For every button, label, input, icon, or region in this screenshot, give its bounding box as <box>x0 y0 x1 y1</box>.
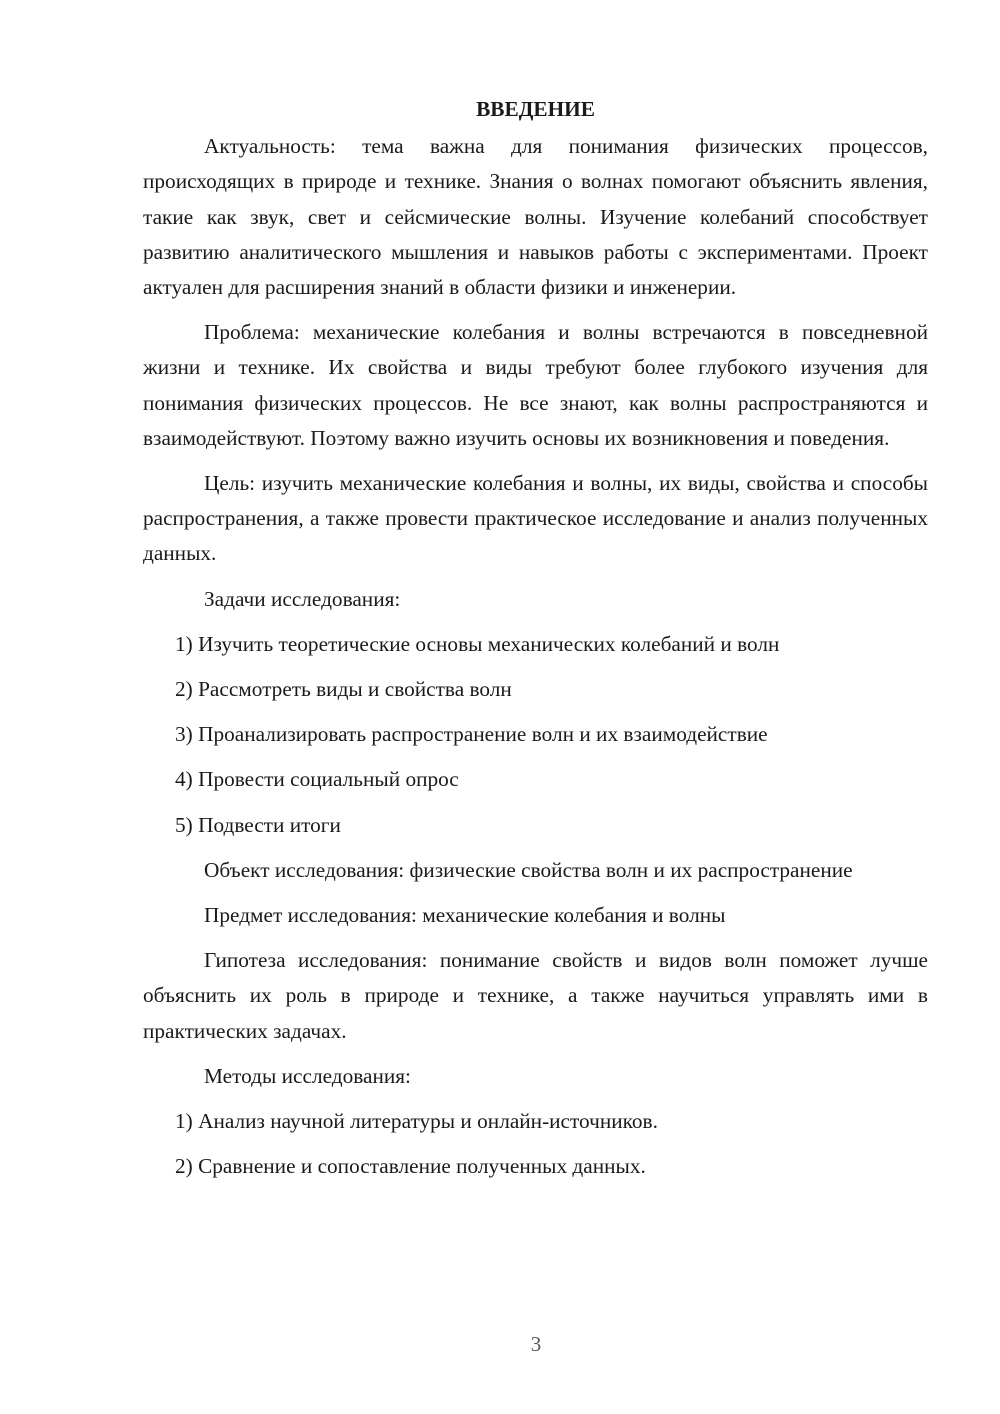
page-number: 3 <box>530 1332 542 1356</box>
relevance-paragraph: Актуальность: тема важна для понимания физических процессов, происходящих в природе и технике. Знания о волнах помогают объяснить явления, такие как звук, свет и сейсмические волны. Изучение колебаний способствует развитию аналитического мышления и навыков работы с экспериментами. Проект актуален для расширения знаний в области физики и инженерии. <box>143 134 928 300</box>
object-paragraph: Объект исследования: физические свойства волн и их распространение <box>204 857 853 882</box>
list-item: 1) Анализ научной литературы и онлайн-источников. <box>175 1109 658 1134</box>
problem-paragraph: Проблема: механические колебания и волны встречаются в повседневной жизни и технике. Их свойства и виды требуют более глубокого изучения для понимания физических процессов. Не все знают, как волны распространяются и взаимодействуют. Поэтому важно изучить основы их возникновения и поведения. <box>143 320 928 450</box>
list-item: 1) Изучить теоретические основы механических колебаний и волн <box>175 631 780 656</box>
methods-heading: Методы исследования: <box>204 1063 411 1088</box>
goal-paragraph: Цель: изучить механические колебания и волны, их виды, свойства и способы распространения, а также провести практическое исследование и анализ полученных данных. <box>143 471 928 566</box>
list-item: 5) Подвести итоги <box>175 812 341 837</box>
subject-paragraph: Предмет исследования: механические колебания и волны <box>204 903 726 928</box>
list-item: 2) Сравнение и сопоставление полученных данных. <box>175 1154 646 1179</box>
tasks-list <box>143 627 928 843</box>
list-item: 2) Рассмотреть виды и свойства волн <box>175 677 512 702</box>
page-title: ВВЕДЕНИЕ <box>476 97 595 121</box>
tasks-heading: Задачи исследования: <box>204 586 401 611</box>
list-item: 3) Проанализировать распространение волн и их взаимодействие <box>175 722 768 747</box>
list-item: 4) Провести социальный опрос <box>175 767 459 792</box>
page-content <box>143 92 928 1194</box>
hypothesis-paragraph: Гипотеза исследования: понимание свойств и видов волн поможет лучше объяснить их роль в природе и технике, а также научиться управлять ими в практических задачах. <box>143 948 928 1043</box>
methods-list <box>143 1104 928 1184</box>
